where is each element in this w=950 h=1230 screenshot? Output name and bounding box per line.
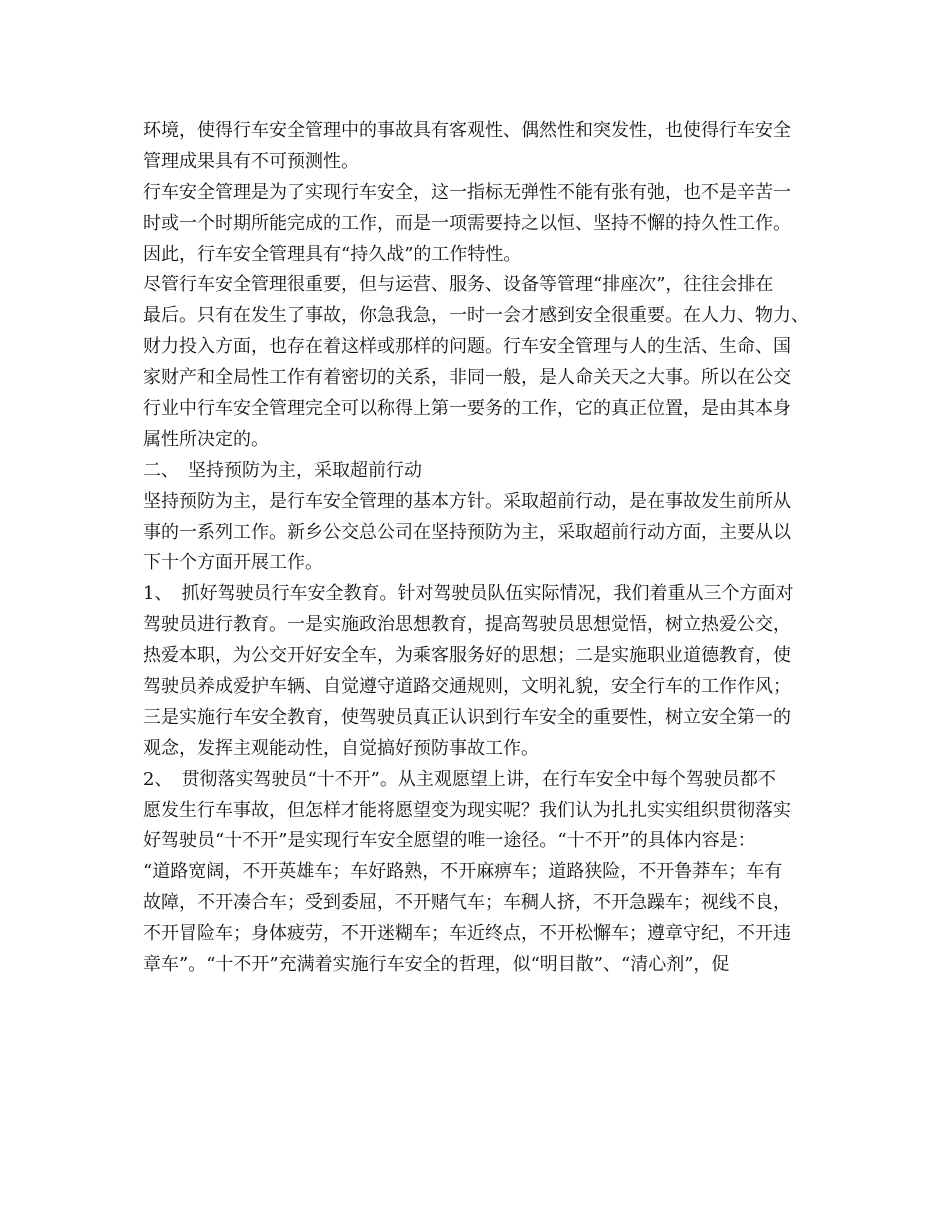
text-line: 热爱本职，为公交开好安全车，为乘客服务好的思想；二是实施职业道德教育，使 [143,645,791,667]
text-line: 最后。只有在发生了事故，你急我急，一时一会才感到安全很重要。在人力、物力、 [143,305,809,327]
text-line: 章车”。“十不开”充满着实施行车安全的哲理，似“明目散”、“清心剂”，促 [143,954,730,976]
list-item-heading: 1、 抓好驾驶员行车安全教育。针对驾驶员队伍实际情况，我们着重从三个方面对 [143,583,794,605]
text-line: 家财产和全局性工作有着密切的关系，非同一般，是人命关天之大事。所以在公交 [143,367,791,389]
text-line: 驾驶员进行教育。一是实施政治思想教育，提高驾驶员思想觉悟，树立热爱公交， [143,614,791,636]
section-heading: 二、 坚持预防为主，采取超前行动 [143,459,422,481]
text-line: 驾驶员养成爱护车辆、自觉遵守道路交通规则，文明礼貌，安全行车的工作作风； [143,676,791,698]
text-line: 行车安全管理是为了实现行车安全，这一指标无弹性不能有张有弛，也不是辛苦一 [143,181,791,203]
text-line: 尽管行车安全管理很重要，但与运营、服务、设备等管理“排座次”，往往会排在 [143,274,774,296]
text-line: 故障，不开凑合车；受到委屈，不开赌气车；车稠人挤，不开急躁车；视线不良， [143,892,791,914]
text-line: 坚持预防为主，是行车安全管理的基本方针。采取超前行动，是在事故发生前所从 [143,490,791,512]
list-item-heading: 2、 贯彻落实驾驶员“十不开”。从主观愿望上讲，在行车安全中每个驾驶员都不 [143,768,776,790]
text-line: 因此，行车安全管理具有“持久战”的工作特性。 [143,243,522,265]
text-line: 属性所决定的。 [143,428,269,450]
text-line: 观念，发挥主观能动性，自觉搞好预防事故工作。 [143,737,539,759]
text-line: 不开冒险车；身体疲劳，不开迷糊车；车近终点，不开松懈车；遵章守纪，不开违 [143,923,791,945]
text-line: 行业中行车安全管理完全可以称得上第一要务的工作，它的真正位置，是由其本身 [143,398,791,420]
document-body [143,116,823,981]
text-line: 环境，使得行车安全管理中的事故具有客观性、偶然性和突发性，也使得行车安全 [143,120,791,141]
text-line: 好驾驶员“十不开”是实现行车安全愿望的唯一途径。“十不开”的具体内容是： [143,830,756,852]
text-line: 时或一个时期所能完成的工作，而是一项需要持之以恒、坚持不懈的持久性工作。 [143,212,791,234]
text-line: “道路宽阔，不开英雄车；车好路熟，不开麻痹车；道路狭险，不开鲁莽车；车有 [143,861,783,883]
text-line: 财力投入方面，也存在着这样或那样的问题。行车安全管理与人的生活、生命、国 [143,336,791,358]
text-line: 事的一系列工作。新乡公交总公司在坚持预防为主，采取超前行动方面，主要从以 [143,521,791,543]
text-line: 愿发生行车事故，但怎样才能将愿望变为现实呢？我们认为扎扎实实组织贯彻落实 [143,799,791,821]
text-line: 下十个方面开展工作。 [143,552,323,574]
text-line: 管理成果具有不可预测性。 [143,150,359,172]
text-line: 三是实施行车安全教育，使驾驶员真正认识到行车安全的重要性，树立安全第一的 [143,706,791,728]
